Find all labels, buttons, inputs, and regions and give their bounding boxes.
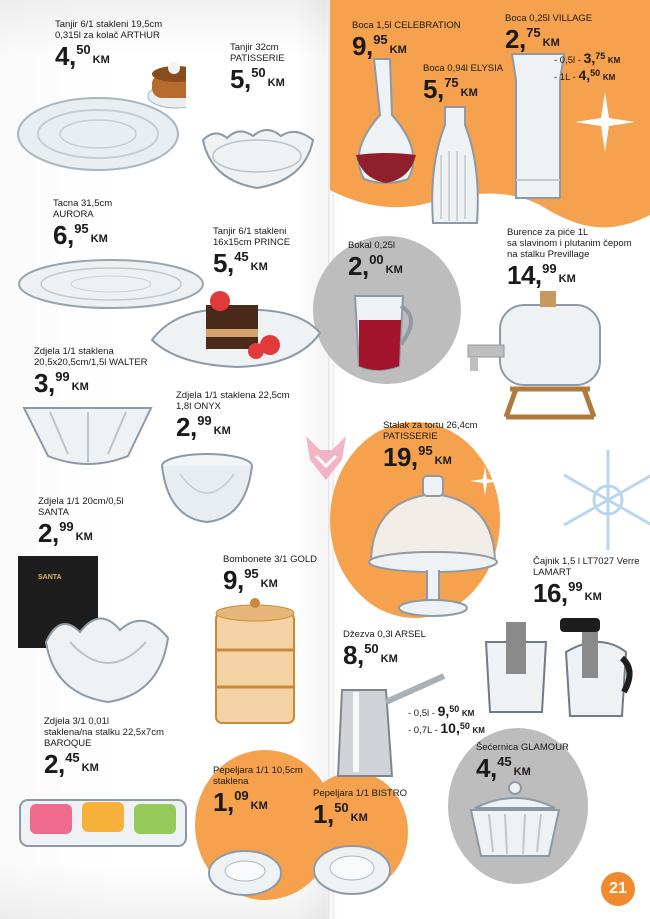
product-name: Zdjela 1/1 staklena 22,5cm 1,8l ONYX bbox=[176, 390, 290, 412]
product-name: Boca 1,5l CELEBRATION bbox=[352, 20, 461, 31]
price: 2,75KM bbox=[505, 24, 560, 54]
product-elysia bbox=[423, 63, 503, 102]
price: 5,45KM bbox=[213, 248, 268, 278]
arthur-plate-image bbox=[16, 62, 186, 177]
product-baroque bbox=[44, 716, 164, 777]
product-village bbox=[505, 13, 592, 52]
product-name: Boca 0,25l VILLAGE bbox=[505, 13, 593, 24]
price: 4,50KM bbox=[55, 41, 110, 71]
price: 3,99KM bbox=[34, 368, 89, 398]
product-dzezva bbox=[343, 629, 426, 668]
price: 2,45KM bbox=[44, 749, 99, 779]
prince-plate-image bbox=[148, 285, 323, 370]
stalak-cake-stand-image bbox=[365, 470, 500, 620]
price: 14,99KM bbox=[507, 260, 576, 290]
santa-bowl-image bbox=[40, 602, 175, 710]
village-variants bbox=[554, 50, 620, 84]
product-patisserie-plate bbox=[230, 42, 285, 92]
sparkle-icon bbox=[575, 92, 635, 152]
product-name: Burence za piće 1L sa slavinom i plutanim čepom na stalku Previllage bbox=[507, 227, 632, 260]
product-stalak bbox=[383, 420, 478, 470]
product-prince bbox=[213, 226, 290, 276]
product-celebration bbox=[352, 20, 461, 59]
product-cajnik bbox=[533, 556, 640, 606]
price: 4,45KM bbox=[476, 753, 531, 783]
price: 19,95KM bbox=[383, 442, 452, 472]
price: 8,50KM bbox=[343, 640, 398, 670]
cajnik-teapot-image bbox=[476, 612, 636, 722]
product-name: Tanjir 6/1 stakleni 19,5cm 0,315l za kolač ARTHUR bbox=[55, 19, 163, 41]
variant-price: - 0,5l - 9,50 KM bbox=[408, 703, 475, 719]
bokal-jug-image bbox=[345, 290, 425, 375]
walter-bowl-image bbox=[20, 398, 155, 473]
product-name: Čajnik 1,5 l LT7027 Verre LAMART bbox=[533, 556, 640, 578]
product-ashtray-staklena bbox=[213, 765, 303, 815]
product-name: Zdjela 1/1 20cm/0,5l SANTA bbox=[38, 496, 124, 518]
product-name: Šećernica GLAMOUR bbox=[476, 742, 569, 753]
product-name: Tanjir 32cm PATISSERIE bbox=[230, 42, 285, 64]
product-onyx bbox=[176, 390, 290, 440]
price: 9,95KM bbox=[352, 31, 407, 61]
product-aurora bbox=[53, 198, 112, 248]
price: 5,50KM bbox=[230, 64, 285, 94]
product-name: Tacna 31,5cm AURORA bbox=[53, 198, 113, 220]
product-name: Boca 0,94l ELYSIA bbox=[423, 63, 504, 74]
product-bombonete bbox=[223, 554, 317, 593]
product-name: Zdjela 3/1 0,01l staklena/na stalku 22,5x7cm BAROQUE bbox=[44, 716, 164, 749]
fox-logo-icon bbox=[302, 432, 350, 484]
ashtray-bistro-image bbox=[310, 840, 395, 900]
snowflake-icon bbox=[556, 440, 650, 560]
variant-price: - 0,5l - 3,75 KM bbox=[554, 50, 621, 66]
variant-price: - 1L - 4,50 KM bbox=[554, 66, 616, 83]
dzezva-variants bbox=[408, 703, 485, 737]
page-number-badge: 21 bbox=[601, 872, 635, 906]
onyx-bowl-image bbox=[160, 452, 255, 527]
product-name: Bokal 0,25l bbox=[348, 240, 396, 251]
price: 1,09KM bbox=[213, 787, 268, 817]
price: 6,95KM bbox=[53, 220, 108, 250]
burence-dispenser-image bbox=[460, 285, 610, 425]
product-name: Stalak za tortu 26,4cm PATISSERIE bbox=[383, 420, 478, 442]
product-name: Tanjir 6/1 stakleni 16x15cm PRINCE bbox=[213, 226, 291, 248]
product-name: Zdjela 1/1 staklena 20,5x20,5cm/1,5l WALTER bbox=[34, 346, 148, 368]
variant-price: - 0,7L - 10,50 KM bbox=[408, 719, 485, 736]
ashtray-staklena-image bbox=[205, 845, 285, 900]
product-santa bbox=[38, 496, 124, 546]
patisserie-plate-image bbox=[195, 120, 320, 195]
price: 9,95KM bbox=[223, 565, 278, 595]
price: 2,99KM bbox=[38, 518, 93, 548]
price: 2,00KM bbox=[348, 251, 403, 281]
price: 2,99KM bbox=[176, 412, 231, 442]
celebration-carafe-image bbox=[346, 55, 426, 190]
secernica-sugar-bowl-image bbox=[465, 780, 565, 862]
bombonete-image bbox=[208, 595, 303, 730]
product-burence bbox=[507, 227, 632, 288]
price: 5,75KM bbox=[423, 74, 478, 104]
product-bokal bbox=[348, 240, 403, 279]
product-walter bbox=[34, 346, 148, 396]
product-ashtray-bistro bbox=[313, 788, 407, 827]
box-brand-label: SANTA bbox=[38, 574, 62, 581]
product-name: Pepeljara 1/1 BISTRO bbox=[313, 788, 407, 799]
baroque-dish-image bbox=[18, 790, 188, 852]
product-name: Pepeljara 1/1 10,5cm staklena bbox=[213, 765, 303, 787]
price: 1,50KM bbox=[313, 799, 368, 829]
product-name: Džezva 0,3l ARSEL bbox=[343, 629, 426, 640]
elysia-bottle-image bbox=[425, 105, 485, 230]
product-secernica bbox=[476, 742, 569, 781]
product-name: Bombonete 3/1 GOLD bbox=[223, 554, 317, 565]
price: 16,99KM bbox=[533, 578, 602, 608]
product-arthur bbox=[55, 19, 162, 69]
